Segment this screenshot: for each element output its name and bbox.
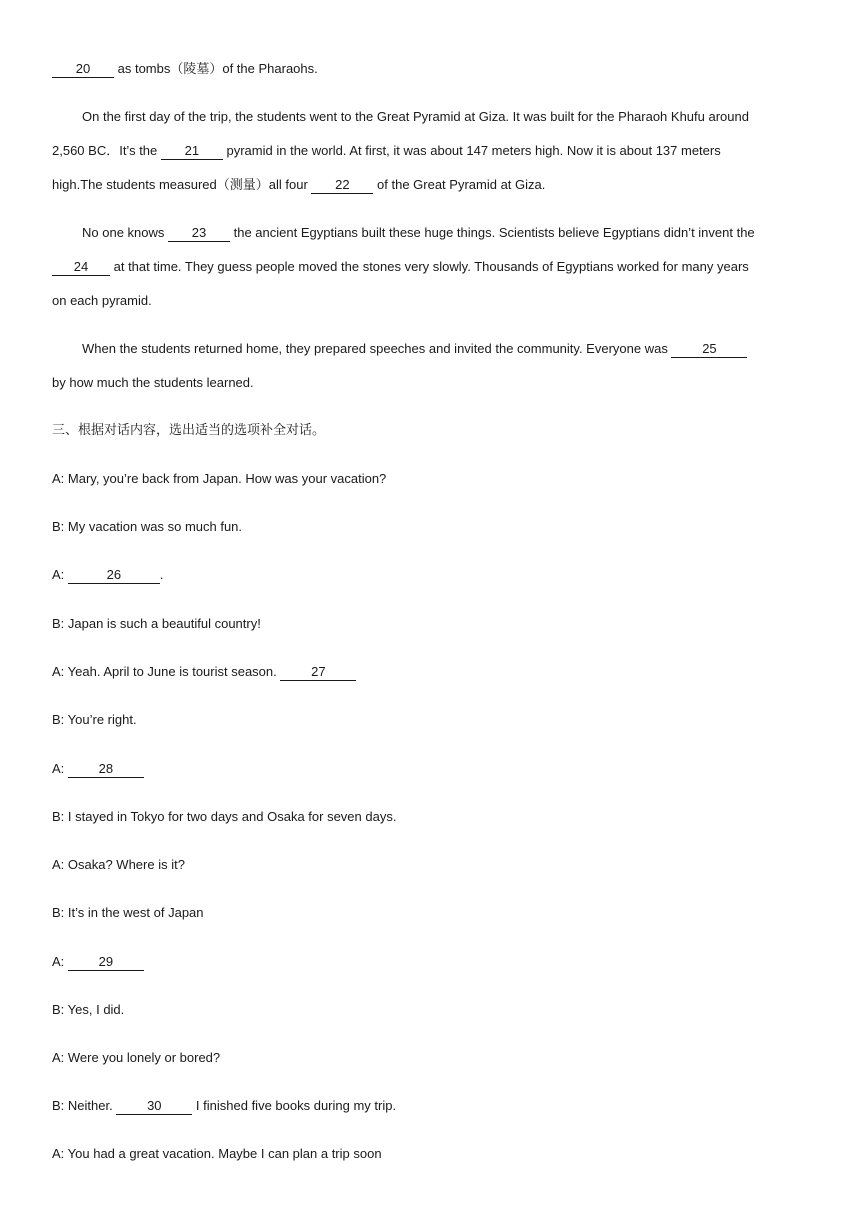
answer-blank-21[interactable]: 21 <box>161 143 223 160</box>
passage-paragraph-pyramid <box>52 100 804 202</box>
dialogue-text: A: You had a great vacation. Maybe I can plan a trip soon <box>52 1146 382 1161</box>
dialogue-text: A: Were you lonely or bored? <box>52 1050 221 1065</box>
answer-blank-28[interactable]: 28 <box>68 761 144 778</box>
section-heading: 三、根据对话内容，选出适当的选项补全对话。 <box>52 423 326 438</box>
dialogue-line <box>52 752 804 786</box>
answer-blank-29[interactable]: 29 <box>68 954 144 971</box>
dialogue-line <box>52 462 804 496</box>
dialogue-text: A: Osaka? Where is it? <box>52 857 185 872</box>
dialogue-line <box>52 993 804 1027</box>
dialogue-text: B: Neither. <box>52 1098 117 1113</box>
dialogue-line <box>52 1137 804 1171</box>
dialogue-text: A: <box>52 567 68 582</box>
dialogue-text: . <box>159 567 164 582</box>
dialogue-text: A: <box>52 761 68 776</box>
passage-text: 2,560 BC．It’s the <box>52 143 161 158</box>
dialogue-line <box>52 510 804 544</box>
passage-paragraph-continuation <box>52 52 804 86</box>
dialogue-line <box>52 800 804 834</box>
dialogue-text: A: <box>52 954 68 969</box>
answer-blank-20[interactable]: 20 <box>52 61 114 78</box>
passage-text: of the Great Pyramid at Giza. <box>373 177 546 192</box>
passage-paragraph-return <box>52 332 804 400</box>
dialogue-line <box>52 655 804 689</box>
passage-text: On the first day of the trip, the students went to the Great Pyramid at Giza. It was built for the Pharaoh Khufu around <box>82 109 749 124</box>
passage-text: the ancient Egyptians built these huge things. Scientists believe Egyptians didn’t invent the <box>230 225 755 240</box>
passage-paragraph-egyptians <box>52 216 804 318</box>
answer-blank-25[interactable]: 25 <box>671 341 747 358</box>
dialogue-line <box>52 703 804 737</box>
dialogue-line <box>52 607 804 641</box>
dialogue-text: B: It’s in the west of Japan <box>52 905 204 920</box>
answer-blank-30[interactable]: 30 <box>116 1098 192 1115</box>
dialogue-text: B: My vacation was so much fun. <box>52 519 243 534</box>
answer-blank-26[interactable]: 26 <box>68 567 160 584</box>
dialogue-line <box>52 848 804 882</box>
passage-text: by how much the students learned. <box>52 375 254 390</box>
answer-blank-27[interactable]: 27 <box>280 664 356 681</box>
dialogue-line <box>52 558 804 592</box>
passage-text: at that time. They guess people moved the stones very slowly. Thousands of Egyptians worked for many years <box>110 259 749 274</box>
dialogue-text: A: Yeah. April to June is tourist season. <box>52 664 281 679</box>
dialogue-line <box>52 945 804 979</box>
dialogue-line <box>52 1089 804 1123</box>
dialogue-text: B: I stayed in Tokyo for two days and Osaka for seven days. <box>52 809 397 824</box>
passage-text: high.The students measured（测量）all four <box>52 177 312 192</box>
answer-blank-23[interactable]: 23 <box>168 225 230 242</box>
dialogue-line <box>52 896 804 930</box>
passage-text: on each pyramid. <box>52 293 152 308</box>
dialogue-text: B: Japan is such a beautiful country! <box>52 616 261 631</box>
answer-blank-22[interactable]: 22 <box>311 177 373 194</box>
dialogue-line <box>52 1041 804 1075</box>
passage-text: as tombs（陵墓）of the Pharaohs. <box>114 61 318 76</box>
dialogue-text: B: Yes, I did. <box>52 1002 125 1017</box>
passage-text: When the students returned home, they prepared speeches and invited the community. Everyone was <box>82 341 672 356</box>
dialogue-text: B: You’re right. <box>52 712 137 727</box>
answer-blank-24[interactable]: 24 <box>52 259 110 276</box>
dialogue-text: A: Mary, you’re back from Japan. How was your vacation? <box>52 471 387 486</box>
passage-text: pyramid in the world. At first, it was about 147 meters high. Now it is about 137 meters <box>222 143 721 158</box>
dialogue-text: I finished five books during my trip. <box>192 1098 397 1113</box>
passage-text: No one knows <box>82 225 168 240</box>
